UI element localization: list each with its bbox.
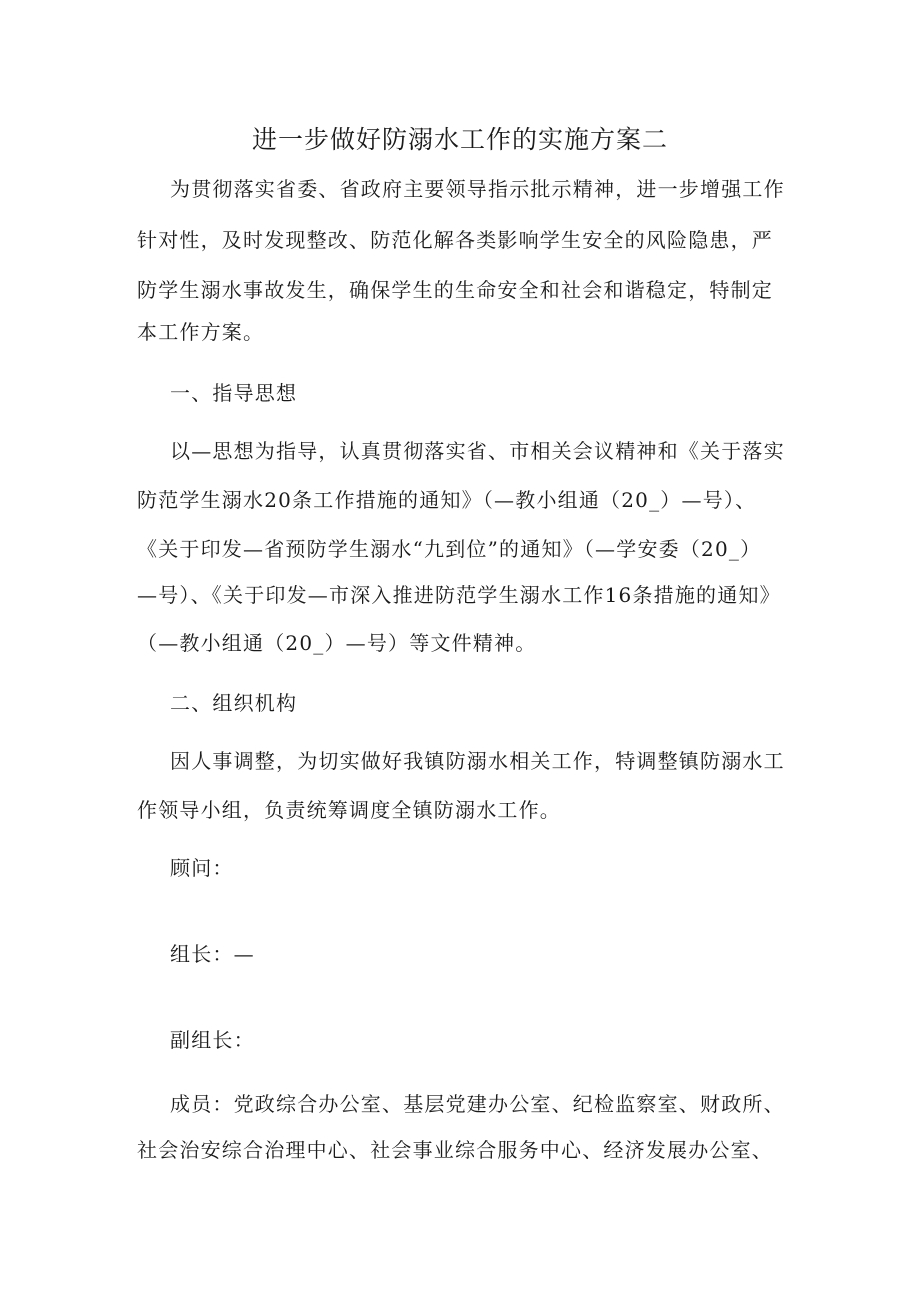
section-1-line-1: 以—思想为指导，认真贯彻落实省、市相关会议精神和《关于落实	[170, 439, 785, 463]
document-title: 进一步做好防溺水工作的实施方案二	[251, 125, 668, 154]
section-1-line-5: （—教小组通（20_）—号）等文件精神。	[137, 631, 537, 655]
intro-line-4: 本工作方案。	[137, 320, 265, 344]
advisor-line: 顾问：	[170, 856, 234, 880]
intro-line-3: 防学生溺水事故发生，确保学生的生命安全和社会和谐稳定，特制定	[137, 278, 773, 302]
intro-line-1: 为贯彻落实省委、省政府主要领导指示批示精神，进一步增强工作	[170, 177, 785, 201]
section-2-line-1: 因人事调整，为切实做好我镇防溺水相关工作，特调整镇防溺水工	[170, 749, 785, 773]
intro-line-2: 针对性，及时发现整改、防范化解各类影响学生安全的风险隐患，严	[137, 228, 773, 252]
leader-line: 组长：—	[170, 942, 255, 966]
members-line-2: 社会治安综合治理中心、社会事业综合服务中心、经济发展办公室、	[137, 1138, 773, 1162]
section-1-line-4: —号）、《关于印发—市深入推进防范学生溺水工作16条措施的通知》	[137, 583, 781, 607]
section-2-line-2: 作领导小组，负责统筹调度全镇防溺水工作。	[137, 798, 561, 822]
deputy-leader-line: 副组长：	[170, 1028, 255, 1052]
section-1-heading: 一、指导思想	[170, 381, 298, 405]
members-line-1: 成员：党政综合办公室、基层党建办公室、纪检监察室、财政所、	[170, 1092, 785, 1116]
section-1-line-2: 防范学生溺水20条工作措施的通知》（—教小组通（20_）—号）、	[137, 488, 757, 512]
section-1-line-3: 《关于印发—省预防学生溺水“九到位”的通知》（—学安委（20_）	[137, 537, 762, 561]
section-2-heading: 二、组织机构	[170, 691, 298, 715]
